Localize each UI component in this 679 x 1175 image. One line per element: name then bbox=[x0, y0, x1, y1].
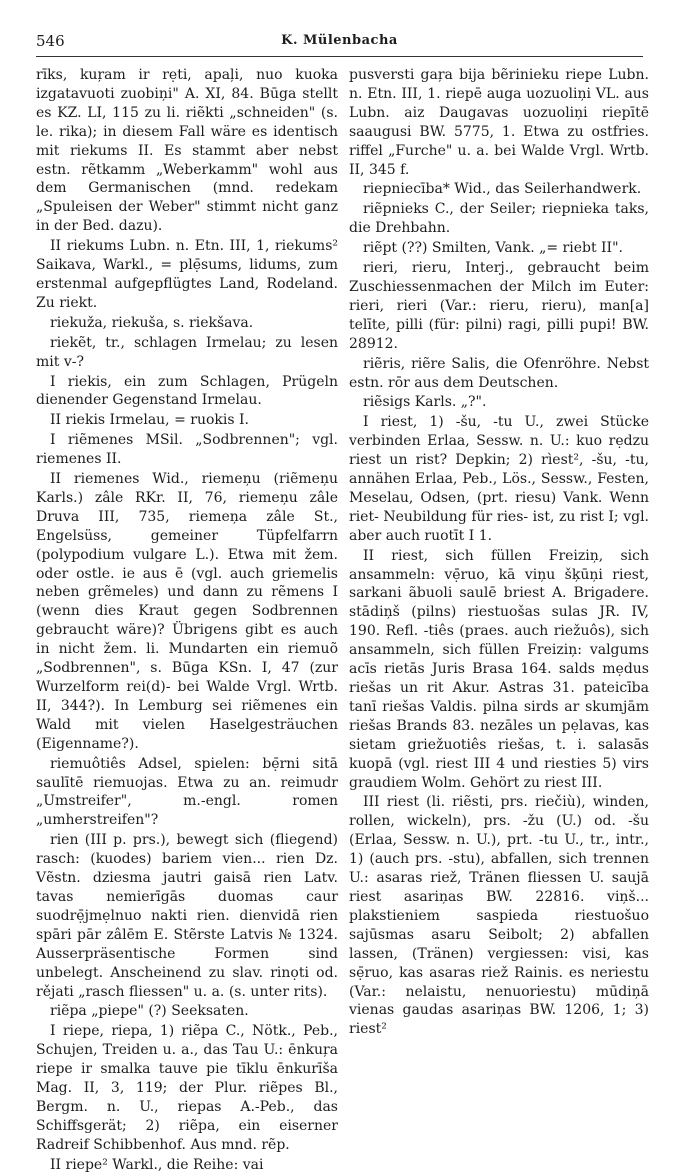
entry-riepa: riẽpa „piepe" (?) Seeksaten. bbox=[50, 1003, 249, 1020]
entry-rieri: rieri, rieru, Interj., gebraucht beim Zuschiessenmachen der Milch im Euter: rieri, rieri (Var.: rieru, rieru), man[a] telīte, pilli (für: pilni) ragi, pilli pupi! BW. 28912. bbox=[349, 260, 649, 352]
entry-riepnieciba: riepniecība* Wid., das Seilerhandwerk. bbox=[363, 181, 642, 198]
entry-riepe-i: I riepe, riepa, 1) riẽpa C., Nötk., Peb., Schujen, Treiden u. a., das Tau U.: ēnkuŗa riepe ir smalka tauve pie tīklu ēnkurīša Mag. II, 3, 119; der Plur. riẽpes Bl., Bergm. n. U., riepas A.-Peb., das Schiffsgerät; 2) riẽpa, ein eiserner Radreif Schibbenhof. Aus mnd. rẽp. bbox=[36, 1023, 338, 1153]
right-column bbox=[349, 66, 649, 1038]
entry-riept: riẽpt (??) Smilten, Vank. „= riebt II". bbox=[363, 240, 623, 257]
entry-rien: rien (III p. prs.), bewegt sich (fliegend) rasch: (kuodes) bariem vien... rien Dz. Vẽstn. dziesma jautri gaisā rien Latv. tavas nemierīgās duomas caur suodrẹ̄jmẹlnuo nakti rien. dienvidā rien spāri pār zâlēm E. Stẽrste Latvis № 1324. Ausserpräsentische Formen sind unbelegt. Anscheinend zu slav. rinọti od. rějati „rasch fliessen" u. a. (s. unter rits). bbox=[36, 832, 338, 1000]
entry-riekuza: riekuža, riekuša, s. riekšava. bbox=[50, 314, 254, 331]
entry-riepnieks: riẽpnieks C., der Seiler; riepnieka taks, die Drehbahn. bbox=[349, 201, 649, 237]
entry-riest-ii: II riest, sich füllen Freiziņ, sich ansammeln: vẹ̄ruo, kā viņu šķūņi riest, sarkani ãbuoli saulē briest A. Brigadere. stādiņš (pilns) riestuošas sulas JR. IV, 190. Refl. -tiês (praes. auch riežuôs), sich ansammeln, sich füllen Freiziņ: valgums acīs rietās Juris Brasa 164. salds mẹdus riešas un rit Akur. Astras 31. pateicība tanī riešas Valdis. pilna sirds ar skumjām riešas Brands 83. nezāles un pẹlavas, kas sietam griežuotiês riešas, t. i. salasās kuopā (vgl. riest III 4 und riesties 5) virs graudiem Wolm. Gehört zu riest III. bbox=[349, 547, 649, 791]
entry-riks-cont: rīks, kuŗam ir rẹti, apaļi, nuo kuoka izgatavuoti zuobiņi" A. XI, 84. Būga stellt es KZ. LI, 115 zu li. riẽkti „schneiden" (s. le. rika); in diesem Fall wäre es identisch mit riekums II. Es stammt aber nebst estn. rẽtkamm „Weberkamm" wohl aus dem Germanischen (mnd. redekam „Spuleisen der Weber" stimmt nicht ganz in der Bed. dazu). bbox=[36, 67, 338, 235]
entry-riest-iii: III riest (li. riẽsti, prs. riečiù), winden, rollen, wickeln), prs. -žu (U.) od. -šu (Erlaa, Sessw. n. U.), prt. -tu U., tr., intr., 1) (auch prs. -stu), abfallen, sich trennen U.: asaras riež, Tränen fliessen U. saujā riest asariņas BW. 22816. viņš... plakstieniem saspieda riestuošuo sajūsmas asaru Seibolt; 2) abfallen lassen, (Tränen) vergiessen: visi, kas sẹ̄ruo, kas asaras riež Rainis. es neriestu (Var.: nelaistu, nenuoriestu) mūdiņā vienas gaudas asariņas BW. 1206, 1; 3) riest² bbox=[349, 794, 649, 1038]
entry-riest-i: I riest, 1) -šu, -tu U., zwei Stücke verbinden Erlaa, Sessw. n. U.: kuo rẹdzu riest un rist? Depkin; 2) rìest², -šu, -tu, annähen Erlaa, Peb., Lös., Sessw., Festen, Meselau, Odsen, (prt. riesu) Vank. Wenn riet- Neubildung für ries- ist, zu rist I; vgl. aber auch ruotīt I 1. bbox=[349, 414, 649, 544]
entry-rieris: riẽris, riẽre Salis, die Ofenröhre. Nebst estn. rōr aus dem Deutschen. bbox=[349, 355, 649, 391]
left-column bbox=[36, 66, 338, 1173]
entry-riekis-i: I riekis, ein zum Schlagen, Prügeln dienender Gegenstand Irmelau. bbox=[36, 373, 338, 409]
entry-riepe-ii-cont: pusversti gaŗa bija bẽrinieku riepe Lubn. n. Etn. III, 1. riepē auga uozuoliņi VL. aus Lubn. aiz Daugavas uozuoliņi riepītē saaugusi BW. 5775, 1. Etwa zu ostfries. riffel „Furche" u. a. bei Walde Vrgl. Wrtb. II, 345 f. bbox=[349, 67, 649, 178]
entry-riemenes-i: I riẽmenes MSil. „Sodbrennen"; vgl. riemenes II. bbox=[36, 432, 338, 468]
entry-riemuoties: riemuôtiês Adsel, spielen: bẹ̄rni sitā saulītē riemuojas. Etwa zu an. reimudr „Umstreifer", m.-engl. romen „umherstreifen"? bbox=[36, 755, 338, 829]
entry-riekums-ii: II riekums Lubn. n. Etn. III, 1, riekums² Saikava, Warkl., = plẹ̄sums, lidums, zum erstenmal aufgepflügtes Land, Rodeland. Zu riekt. bbox=[36, 238, 338, 311]
page-number: 546 bbox=[36, 32, 65, 50]
entry-riemenes-ii: II riemenes Wid., riemeņu (riẽmeņu Karls.) zâle RKr. II, 76, riemeņu zâle Druva III, 735, riemeņa zâle St., Engelsüss, gemeiner Tüpfelfarrn (polypodium vulgare L.). Etwa mit žem. oder ostle. ie aus ē (vgl. auch griemelis neben grẽmeles) und dann zu rẽmens I (wenn dies Kraut gegen Sodbrennen gebraucht wäre)? Übrigens gibt es auch in nicht žem. li. Mundarten ein riemuõ „Sodbrennen", s. Būga KSn. I, 47 (zur Wurzelform rei(d)- bei Walde Vrgl. Wrtb. II, 344?). In Lemburg sei riẽmenes ein Wald mit vielen Haselgesträuchen (Eigenname?). bbox=[36, 471, 338, 752]
entry-rieket: riekẽt, tr., schlagen Irmelau; zu lesen mit v-? bbox=[36, 334, 338, 370]
entry-riekis-ii: II riekis Irmelau, = ruokis I. bbox=[50, 412, 249, 429]
entry-riepe-ii: II riepe² Warkl., die Reihe: vai bbox=[50, 1156, 264, 1173]
page-header bbox=[36, 30, 643, 57]
entry-riesigs: riẽsigs Karls. „?". bbox=[363, 394, 487, 411]
running-head: K. Mülenbacha bbox=[281, 33, 398, 48]
